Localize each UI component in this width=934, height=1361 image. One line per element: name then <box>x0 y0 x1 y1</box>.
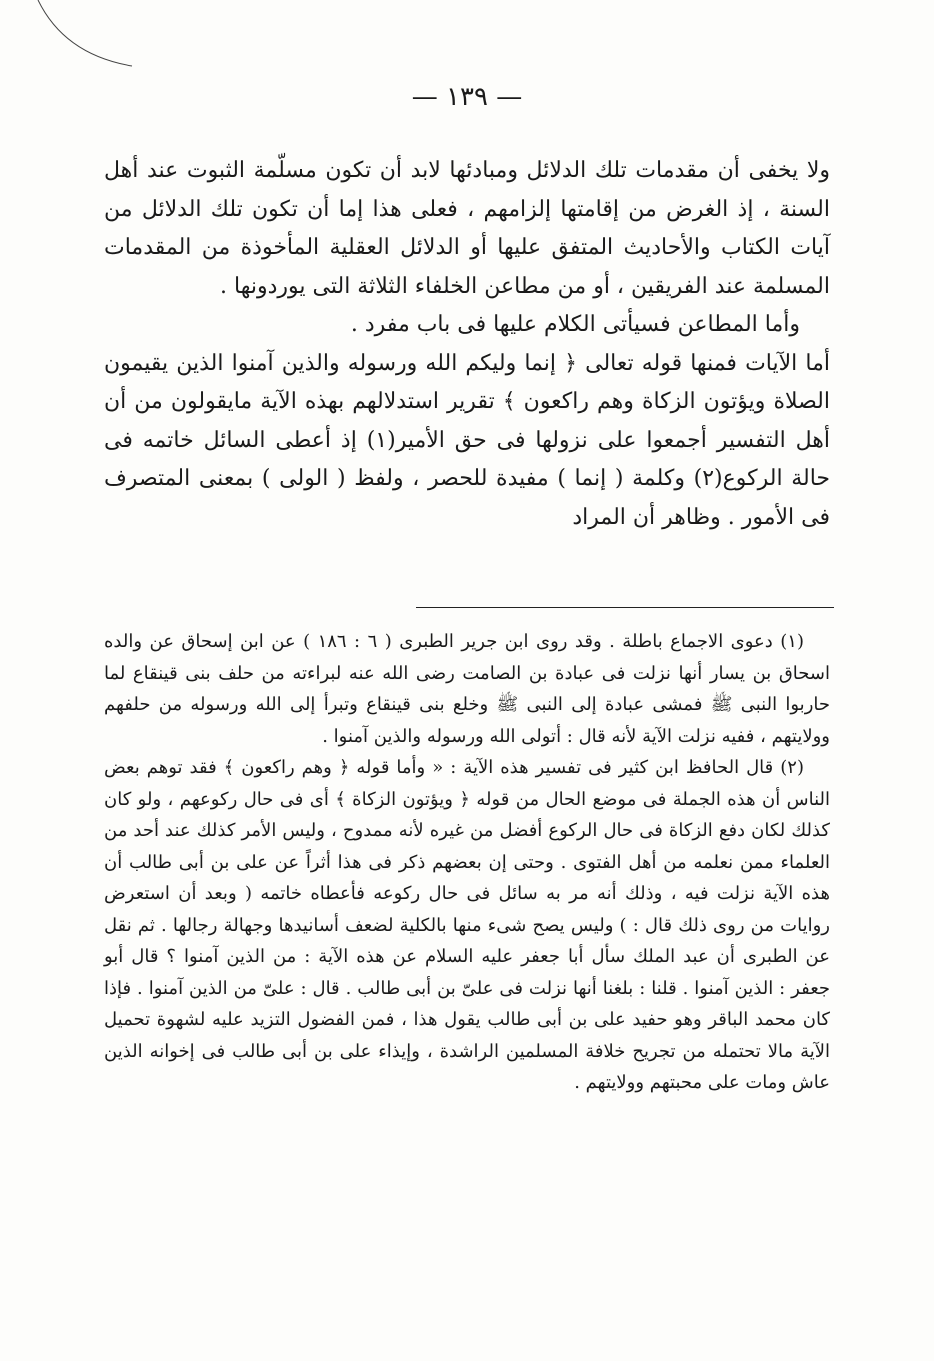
paragraph: أما الآيات فمنها قوله تعالى ﴿ إنما وليكم الله ورسوله والذين آمنوا الذين يقيمون الصلاة ويؤتون الزكاة وهم راكعون ﴾ تقرير استدلالهم بهذه الآية مايقولون من أن أهل التفسير أجمعوا على نزولها فى حق الأمير(١) إذ أعطى السائل خاتمه فى حالة الركوع(٢) وكلمة ( إنما ) مفيدة للحصر ، ولفظ ( الولى ) بمعنى المتصرف فى الأمور . وظاهر أن المراد <box>104 350 830 530</box>
footnote: (١) دعوى الاجماع باطلة . وقد روى ابن جرير الطبرى ( ٦ : ١٨٦ ) عن ابن إسحاق عن والده اسحاق بن يسار أنها نزلت فى عبادة بن الصامت رضى الله عنه لبراءته من حلف بنى قينقاع لما حاربوا النبى ﷺ فمشى عبادة إلى النبى ﷺ وخلع بنى قينقاع وتبرأ إلى الله ورسوله من حلفهم وولايتهم ، ففيه نزلت الآية لأنه قال : أتولى الله ورسوله والذين آمنوا . <box>104 631 830 747</box>
footnote: (٢) قال الحافظ ابن كثير فى تفسير هذه الآية : « وأما قوله ﴿ وهم راكعون ﴾ فقد توهم بعض الناس أن هذه الجملة فى موضع الحال من قوله ﴿ ويؤتون الزكاة ﴾ أى فى حال ركوعهم ، ولو كان كذلك لكان دفع الزكاة فى حال الركوع أفضل من غيره لأنه ممدوح ، وليس الأمر كذلك عند أحد من العلماء ممن نعلمه من أهل الفتوى . وحتى إن بعضهم ذكر فى هذا أثراً عن على بن أبى طالب أن هذه الآية نزلت فيه ، وذلك أنه مر به سائل فى حال ركوعه فأعطاه خاتمه ( وبعد أن استعرض روايات من روى ذلك قال : ) وليس يصح شىء منها بالكلية لضعف أسانيدها وجهالة رجالها . ثم نقل عن الطبرى أن عبد الملك سأل أبا جعفر عليه السلام عن هذه الآية : من الذين آمنوا ؟ قال أبو جعفر : الذين آمنوا . قلنا : بلغنا أنها نزلت فى علىّ بن أبى طالب . قال : علىّ من الذين آمنوا . فإذا كان محمد الباقر وهو حفيد على بن أبى طالب يقول هذا ، فمن الفضول التزيد عليه لشهوة تحميل الآية مالا تحتمله من تجريح خلافة المسلمين الراشدة ، وإيذاء على بن أبى طالب فى إخوانه الذين عاش ومات على محبتهم وولايتهم . <box>104 757 830 1093</box>
page-number: — ١٣٩ — <box>411 82 523 112</box>
page-corner-curve <box>0 0 140 80</box>
paragraph: وأما المطاعن فسيأتى الكلام عليها فى باب مفرد . <box>350 312 800 337</box>
footnotes <box>104 626 830 1099</box>
main-text <box>104 152 830 537</box>
paragraph: ولا يخفى أن مقدمات تلك الدلائل ومبادئها لابد أن تكون مسلّمة الثبوت عند أهل السنة ، إذ الغرض من إقامتها إلزامهم ، فعلى هذا إما أن تكون تلك الدلائل من آيات الكتاب والأحاديث المتفق عليها أو الدلائل العقلية المأخوذة من المقدمات المسلمة عند الفريقين ، أو من مطاعن الخلفاء الثلاثة التى يوردونها . <box>104 158 830 299</box>
footnote-divider <box>416 607 834 608</box>
